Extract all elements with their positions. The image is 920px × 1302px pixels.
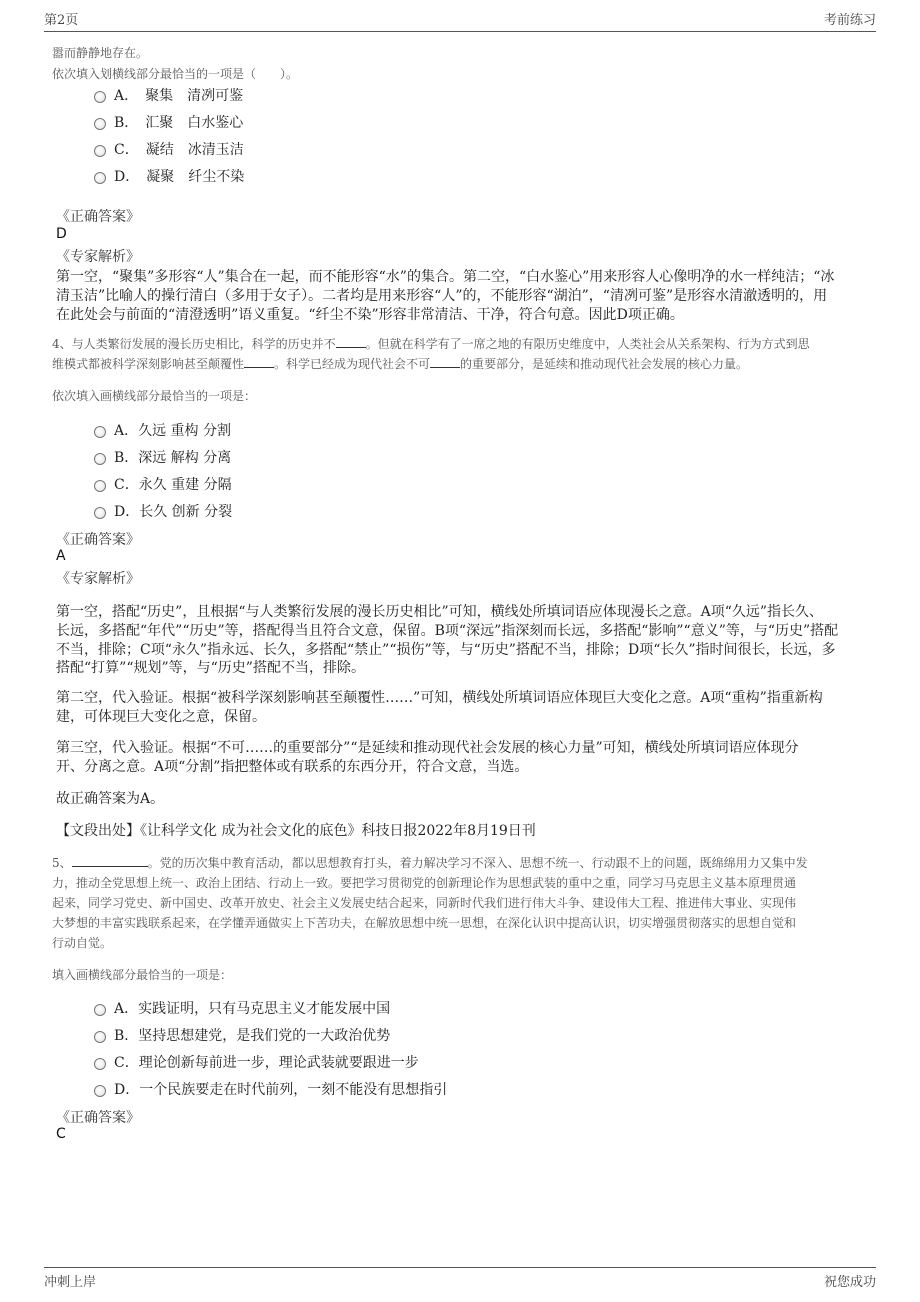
q4-option-b[interactable]: B．深远 解构 分离 <box>94 447 231 467</box>
q3-answer: D <box>56 226 67 242</box>
footer-right: 祝您成功 <box>823 1275 876 1290</box>
q3-answer-label: 《正确答案》 <box>56 209 140 225</box>
q3-analysis-line: 在此处会与前面的“清澄透明”语义重复。“纤尘不染”形容非常清洁、干净，符合句意。因此D项正确。 <box>56 307 684 323</box>
q5-option-b[interactable]: B．坚持思想建党，是我们党的一大政治优势 <box>94 1025 390 1045</box>
q3-option-d[interactable]: D． 凝聚 纤尘不染 <box>94 166 244 186</box>
q4-option-c[interactable]: C．永久 重建 分隔 <box>94 474 232 494</box>
header-title: 考前练习 <box>823 13 876 28</box>
blank-2 <box>244 356 274 368</box>
q4-answer-label: 《正确答案》 <box>56 532 140 548</box>
q4-answer: A <box>56 548 66 564</box>
q4-analysis-line: 开、分离之意。A项“分割”指把整体或有联系的东西分开，符合文意，当选。 <box>56 759 529 775</box>
q5-option-c[interactable]: C．理论创新每前进一步，理论武装就要跟进一步 <box>94 1052 419 1072</box>
radio-icon[interactable] <box>94 1085 106 1097</box>
q4-option-d[interactable]: D．长久 创新 分裂 <box>94 501 232 521</box>
q4-prompt: 依次填入画横线部分最恰当的一项是： <box>52 389 257 403</box>
q5-stem-line: 行动自觉。 <box>52 936 113 950</box>
radio-icon[interactable] <box>94 453 106 465</box>
radio-icon[interactable] <box>94 145 106 157</box>
q3-analysis-line: 第一空，“聚集”多形容“人”集合在一起，而不能形容“水”的集合。第二空，“白水鉴心”用来形容人心像明净的水一样纯洁；“冰 <box>56 269 835 285</box>
q4-analysis-line: 搭配“打算”“规划”等，与“历史”搭配不当，排除。 <box>56 660 365 676</box>
page-footer <box>44 1267 876 1289</box>
q3-analysis-label: 《专家解析》 <box>56 249 140 265</box>
q5-stem-line-1: 5、 。党的历次集中教育活动，都以思想教育打头，着力解决学习不深入、思想不统一、行动跟不上的问题，既绵绵用力又集中发 <box>52 856 808 870</box>
q3-prompt: 依次填入划横线部分最恰当的一项是（ ）。 <box>52 67 299 81</box>
footer-left: 冲刺上岸 <box>44 1275 97 1290</box>
q4-analysis-label: 《专家解析》 <box>56 571 140 587</box>
q5-option-a[interactable]: A．实践证明，只有马克思主义才能发展中国 <box>94 998 390 1018</box>
q5-stem-line: 起来，同学习党史、新中国史、改革开放史、社会主义发展史结合起来，同新时代我们进行伟大斗争、建设伟大工程、推进伟大事业、实现伟 <box>52 896 797 910</box>
radio-icon[interactable] <box>94 172 106 184</box>
q5-stem-line: 力，推动全党思想上统一、政治上团结、行动上一致。要把学习贯彻党的创新理论作为思想武装的重中之重，同学习马克思主义基本原理贯通 <box>52 876 797 890</box>
q4-source: 【文段出处】《让科学文化 成为社会文化的底色》科技日报2022年8月19日刊 <box>56 823 536 839</box>
radio-icon[interactable] <box>94 1031 106 1043</box>
q4-analysis-line: 第三空，代入验证。根据“不可……的重要部分”“是延续和推动现代社会发展的核心力量”可知，横线处所填词语应体现分 <box>56 740 799 756</box>
radio-icon[interactable] <box>94 480 106 492</box>
q5-option-d[interactable]: D．一个民族要走在时代前列，一刻不能没有思想指引 <box>94 1079 447 1099</box>
q3-tail: 嚣而静静地存在。 <box>52 46 149 60</box>
q3-option-c[interactable]: C． 凝结 冰清玉洁 <box>94 139 244 159</box>
q4-analysis-line: 第一空，搭配“历史”，且根据“与人类繁衍发展的漫长历史相比”可知，横线处所填词语应体现漫长之意。A项“久远”指长久、 <box>56 604 824 620</box>
q4-stem-line-2: 维模式都被科学深刻影响甚至颠覆性 。科学已经成为现代社会不可 的重要部分，是延续和推动现代社会发展的核心力量。 <box>52 357 749 371</box>
radio-icon[interactable] <box>94 118 106 130</box>
blank-3 <box>430 356 460 368</box>
q4-analysis-line: 第二空，代入验证。根据“被科学深刻影响甚至颠覆性……”可知，横线处所填词语应体现巨大变化之意。A项“重构”指重新构 <box>56 690 823 706</box>
radio-icon[interactable] <box>94 91 106 103</box>
q5-prompt: 填入画横线部分最恰当的一项是： <box>52 968 233 982</box>
q3-option-a[interactable]: A． 聚集 清冽可鉴 <box>94 85 243 105</box>
blank-1 <box>72 855 148 867</box>
page-header <box>44 10 876 32</box>
blank-1 <box>336 336 366 348</box>
q4-analysis-line: 建，可体现巨大变化之意，保留。 <box>56 709 266 725</box>
q3-analysis-line: 清玉洁”比喻人的操行清白（多用于女子）。二者均是用来形容“人”的，不能形容“湖泊”，“清冽可鉴”是形容水清澈透明的，用 <box>56 288 828 304</box>
q4-analysis-line: 不当，排除；C项“永久”指永远、长久，多搭配“禁止”“损伤”等，与“历史”搭配不当，排除；D项“长久”指时间很长，长远，多 <box>56 642 836 658</box>
q5-answer: C <box>56 1126 66 1142</box>
radio-icon[interactable] <box>94 1058 106 1070</box>
radio-icon[interactable] <box>94 1004 106 1016</box>
q4-option-a[interactable]: A．久远 重构 分割 <box>94 420 231 440</box>
radio-icon[interactable] <box>94 507 106 519</box>
radio-icon[interactable] <box>94 426 106 438</box>
q4-analysis-line: 长远，多搭配“年代”“历史”等，搭配得当且符合文意，保留。B项“深远”指深刻而长远，多搭配“影响”“意义”等，与“历史”搭配 <box>56 623 839 639</box>
q3-option-b[interactable]: B． 汇聚 白水鉴心 <box>94 112 243 132</box>
page-number: 第2页 <box>44 13 79 28</box>
q4-stem-line-1: 4、与人类繁衍发展的漫长历史相比，科学的历史并不 。但就在科学有了一席之地的有限历史维度中，人类社会从关系架构、行为方式到思 <box>52 337 810 351</box>
q5-answer-label: 《正确答案》 <box>56 1110 140 1126</box>
q4-conclusion: 故正确答案为A。 <box>56 791 165 807</box>
q5-stem-line: 大梦想的丰富实践联系起来，在学懂弄通做实上下苦功夫，在解放思想中统一思想，在深化认识中提高认识，切实增强贯彻落实的思想自觉和 <box>52 916 797 930</box>
